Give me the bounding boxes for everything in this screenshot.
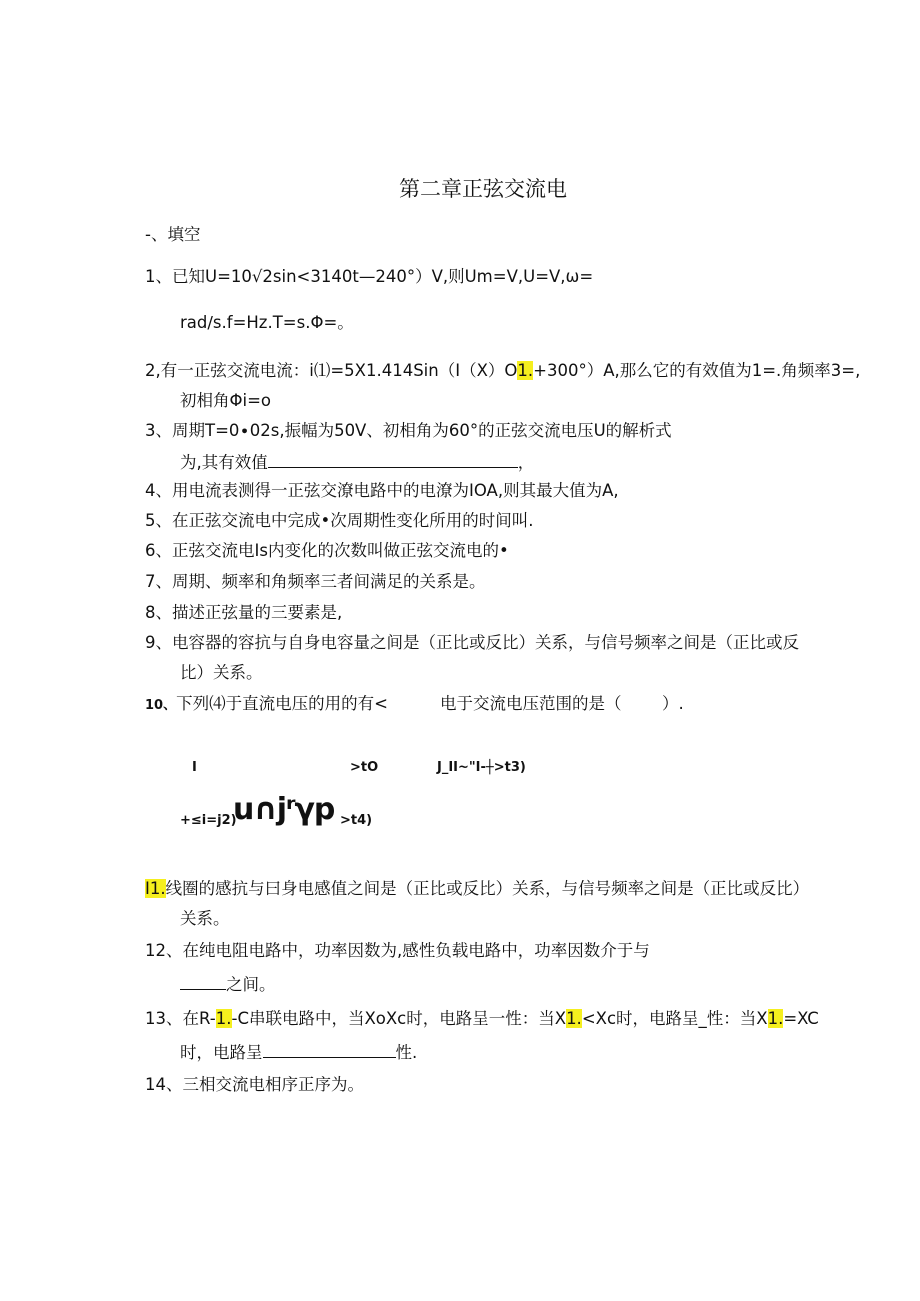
q13-text-a: 13、在R- <box>145 1009 216 1028</box>
q13-text-e: 时，电路呈 <box>180 1043 263 1062</box>
figure-label-4: +≤i=j2) <box>180 813 237 828</box>
answer-blank <box>268 450 518 468</box>
q8: 8、描述正弦量的三要素是, <box>145 603 343 622</box>
q13-text-c: <Xc时，电路呈_性：当X <box>581 1009 768 1028</box>
figure-label-5: >t4) <box>340 813 373 828</box>
highlight-mark: I1. <box>145 879 166 898</box>
q7: 7、周期、频率和角频率三者间满足的关系是。 <box>145 572 486 591</box>
q13-line1 <box>145 1008 819 1030</box>
q13-text-d: =XC <box>783 1009 819 1028</box>
q10-number: 10、 <box>145 698 177 713</box>
q1-line1: 1、已知U=10√2sin<3140t—240°）V,则Um=V,U=V,ω= <box>145 267 594 286</box>
q12-line1: 12、在纯电阻电路中，功率因数为,感性负载电路中，功率因数介于与 <box>145 941 650 960</box>
q11-line2: 关系。 <box>180 909 230 928</box>
q5: 5、在正弦交流电中完成•次周期性变化所用的时间叫. <box>145 511 534 530</box>
q12-line2 <box>180 972 276 996</box>
figure-label-1: I <box>192 760 197 775</box>
highlight-mark: 1. <box>767 1009 784 1028</box>
q10-text-b: 电于交流电压范围的是（ <box>440 694 622 713</box>
q3-text-a: 为,其有效值 <box>180 453 268 472</box>
answer-blank <box>180 972 226 990</box>
q9-line2: 比）关系。 <box>180 663 263 682</box>
q9-line1: 9、电容器的容抗与自身电容量之间是（正比或反比）关系，与信号频率之间是（正比或反 <box>145 633 799 652</box>
figure-label-3: J_II~"I-┼>t3) <box>437 760 526 775</box>
q14: 14、三相交流电相序正序为。 <box>145 1075 364 1094</box>
page-title: 第二章正弦交流电 <box>399 177 567 201</box>
highlight-mark: 1. <box>517 361 534 380</box>
q13-line2 <box>180 1040 417 1064</box>
figure-label-2: >tO <box>350 760 379 775</box>
q11-line1 <box>145 878 809 900</box>
q1-line2: rad∕s.f=Hz.T=s.Φ=。 <box>180 313 354 332</box>
q10-text-a: 下列⑷于直流电压的用的有< <box>176 694 388 713</box>
q10-text-c: ）. <box>662 694 684 713</box>
q13-text-b: -C串联电路中，当XoXc时，电路呈一性：当X <box>231 1009 567 1028</box>
q2-line2: 初相角Φi=o <box>180 391 271 410</box>
section-heading: -、填空 <box>145 225 201 244</box>
highlight-mark: 1. <box>566 1009 582 1028</box>
q3-line2 <box>180 450 534 474</box>
q4: 4、用电流表测得一正弦交潦电路中的电潦为IOA,则其最大值为A, <box>145 481 619 500</box>
answer-blank <box>263 1040 396 1058</box>
highlight-mark: 1. <box>215 1009 232 1028</box>
q2-text-a: 2,有一正弦交流电流：i⑴=5X1.414Sin（I（X）O <box>145 361 518 380</box>
q11-text-a: 线圈的感抗与曰身电感值之间是（正比或反比）关系，与信号频率之间是（正比或反比） <box>165 879 810 898</box>
q6: 6、正弦交流电Is内变化的次数叫做正弦交流电的• <box>145 541 509 560</box>
q13-text-f: 性. <box>395 1043 418 1062</box>
figure-glyphs: u∩jʳγp <box>233 792 335 827</box>
q3-text-b: ， <box>517 453 535 472</box>
q12-text-b: 之间。 <box>226 975 276 994</box>
q3-line1: 3、周期T=0∙02s,振幅为50V、初相角为60°的正弦交流电压U的解析式 <box>145 421 672 440</box>
q10-line <box>145 693 388 717</box>
q2-text-b: +300°）A,那么它的有效值为1=.角频率3=, <box>533 361 861 380</box>
q2-line1 <box>145 360 860 382</box>
